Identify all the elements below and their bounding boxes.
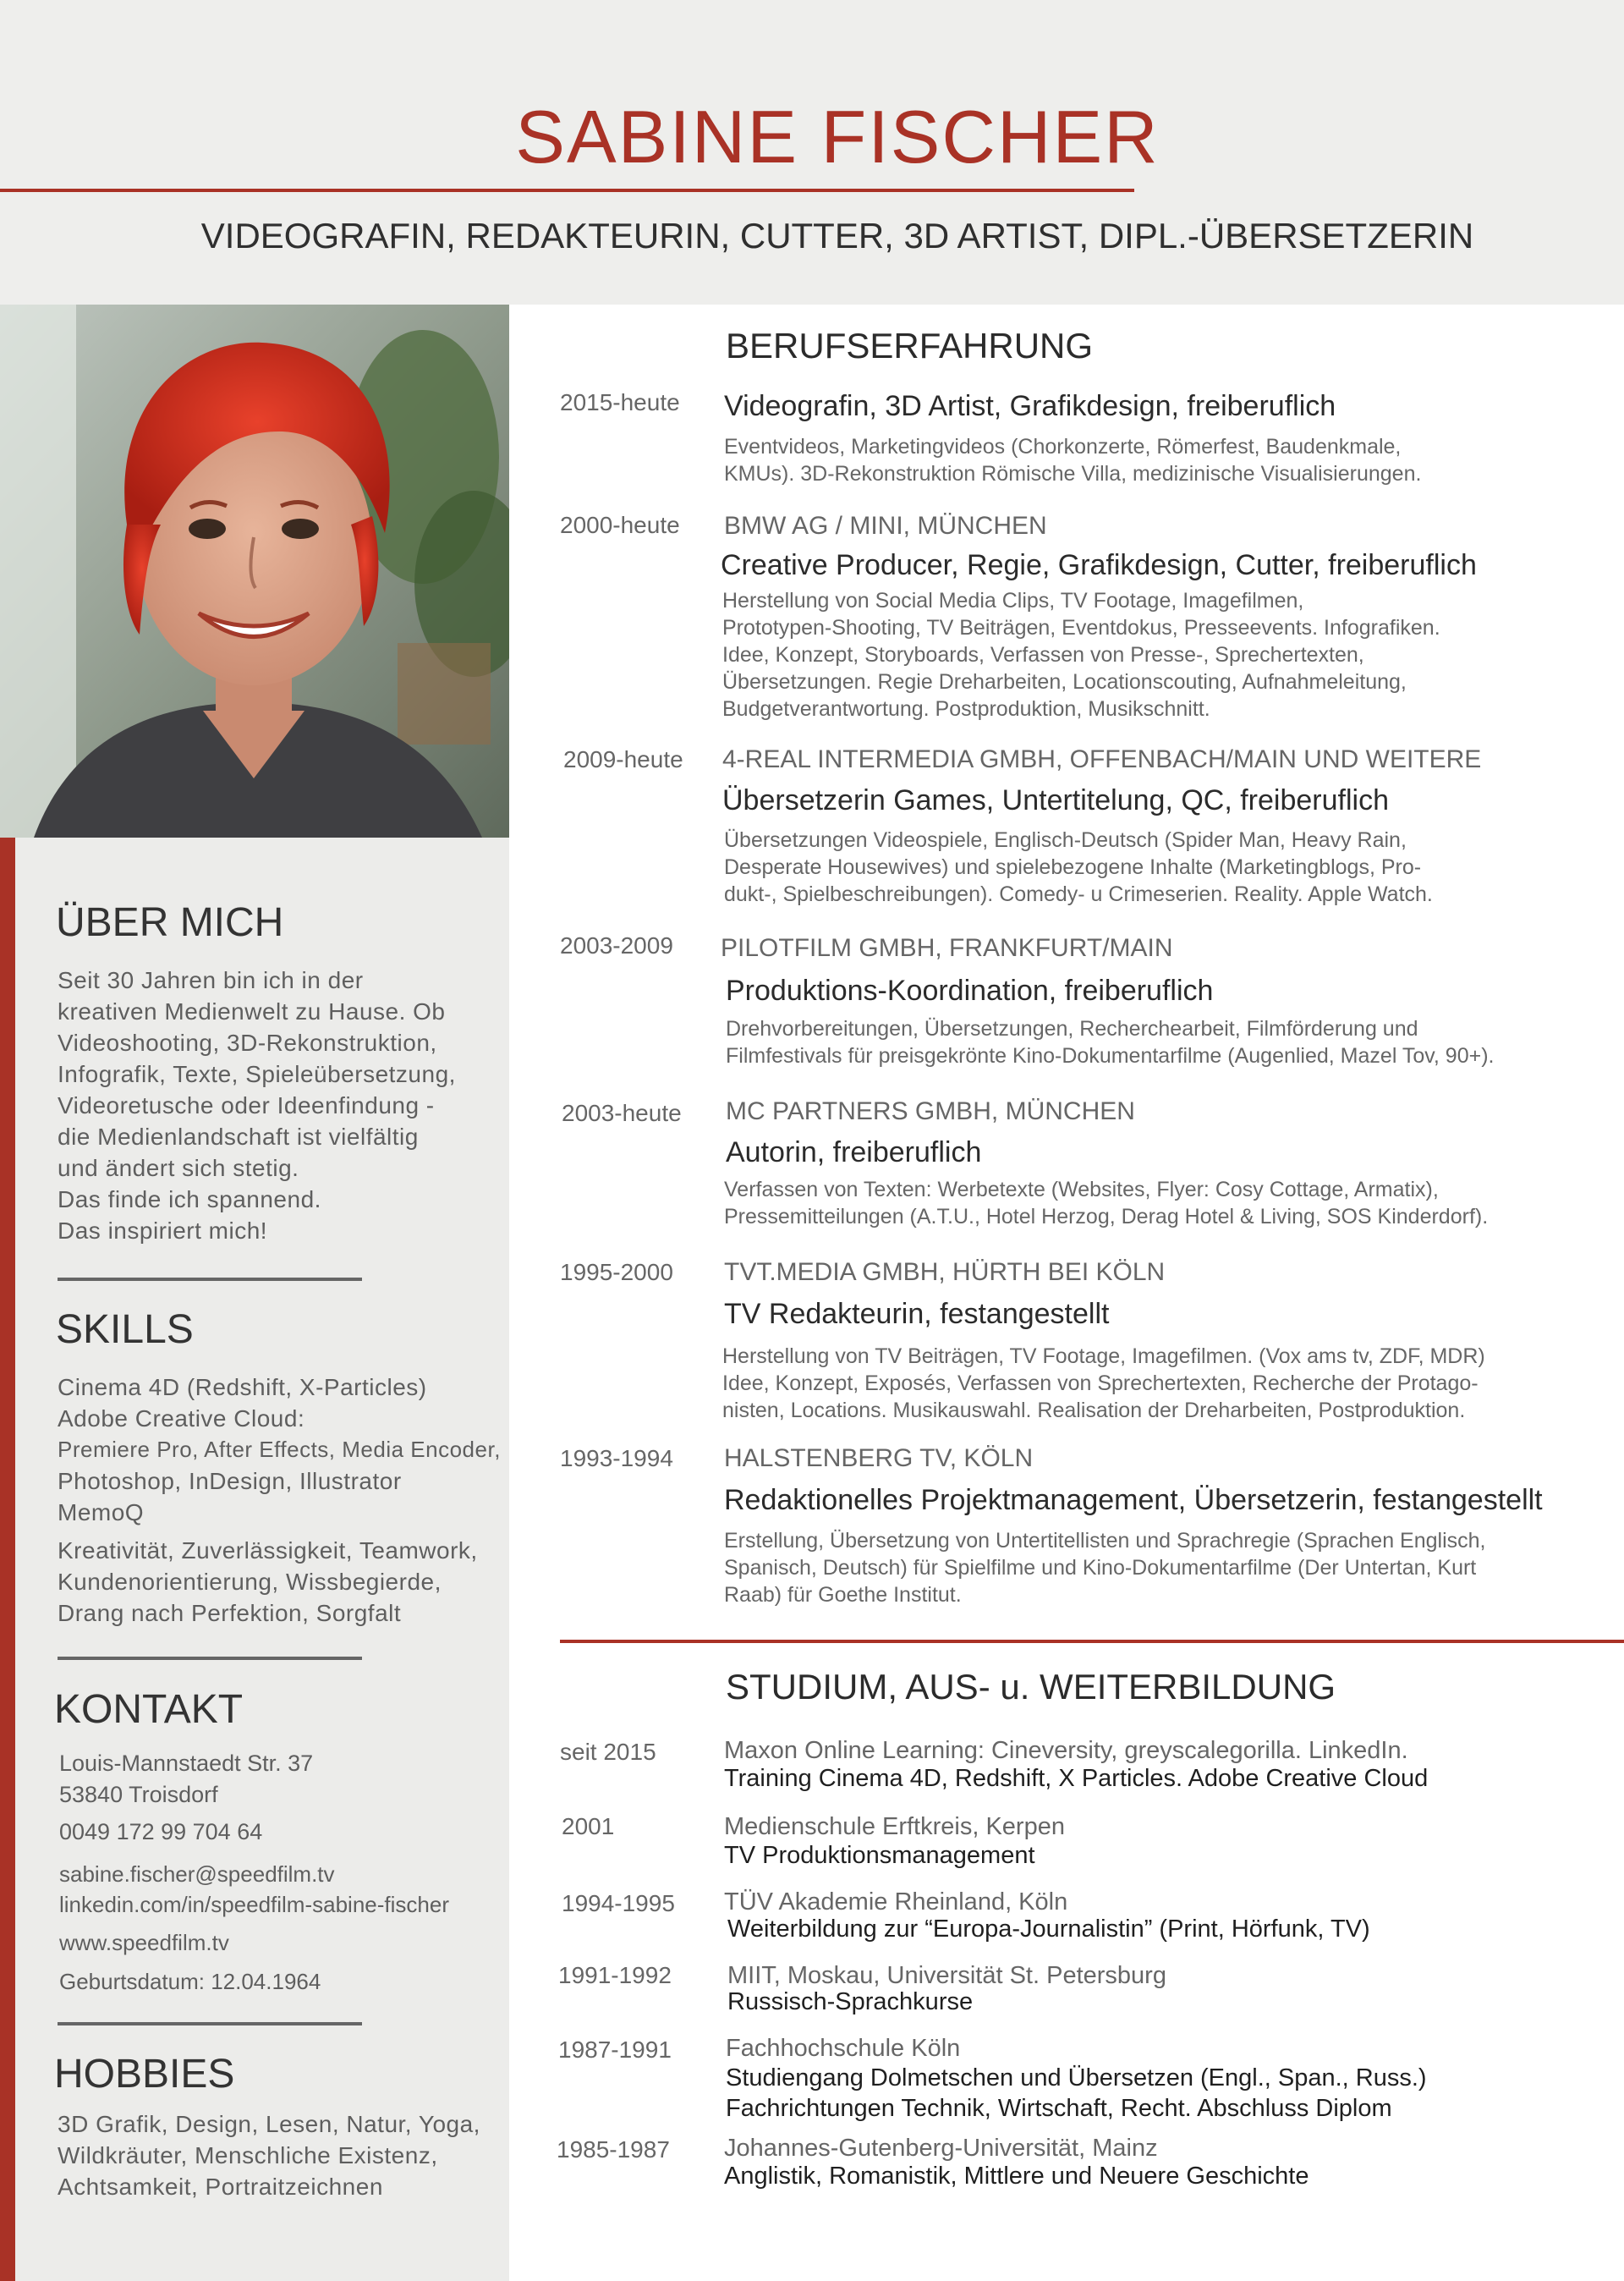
portrait-photo [0, 305, 509, 838]
experience-description: Übersetzungen Videospiele, Englisch-Deutsch (Spider Man, Heavy Rain, Desperate Housewives) und spielebezogene Inhalte (Marketingblogs, Pro- dukt-, Spielbeschreibungen). Comedy- u Crimeserien. Reality. Apple Watch. [724, 828, 1433, 906]
education-institution: Fachhochschule Köln [726, 2035, 961, 2062]
experience-company: PILOTFILM GMBH, FRANKFURT/MAIN [721, 934, 1173, 962]
experience-description: Herstellung von Social Media Clips, TV Footage, Imagefilmen, Prototypen-Shooting, TV Beiträgen, Eventdokus, Presseevents. Infografiken. Idee, Konzept, Storyboards, Verfassen von Presse-, Sprechertexten, Übersetzungen. Regie Dreharbeiten, Locationscouting, Aufnahmeleitung, Budgetverantwortung. Postproduktion, Musikschnitt. [722, 589, 1440, 721]
experience-date: 2003-heute [562, 1100, 682, 1126]
experience-company: 4-REAL INTERMEDIA GMBH, OFFENBACH/MAIN UND WEITERE [722, 745, 1482, 773]
education-course: TV Produktionsmanagement [724, 1842, 1035, 1869]
hobbies-heading: HOBBIES [54, 2052, 235, 2097]
education-course: Training Cinema 4D, Redshift, X Particles. Adobe Creative Cloud [724, 1765, 1429, 1792]
phone-number: 0049 172 99 704 64 [59, 1819, 263, 1844]
education-course: Weiterbildung zur “Europa-Journalistin” (Print, Hörfunk, TV) [727, 1915, 1370, 1943]
address-city: 53840 Troisdorf [59, 1782, 218, 1807]
section-divider [58, 2022, 362, 2025]
experience-date: 1995-2000 [560, 1259, 673, 1285]
experience-date: 2003-2009 [560, 932, 673, 959]
about-heading: ÜBER MICH [56, 900, 284, 945]
education-date: 1987-1991 [558, 2036, 672, 2063]
experience-description: Eventvideos, Marketingvideos (Chorkonzerte, Römerfest, Baudenkmale, KMUs). 3D-Rekonstruktion Römische Villa, medizinische Visualisierungen. [724, 435, 1422, 486]
education-institution: TÜV Akademie Rheinland, Köln [724, 1888, 1068, 1915]
person-name: SABINE FISCHER [515, 95, 1160, 179]
experience-date: 2000-heute [560, 512, 680, 538]
experience-role: Videografin, 3D Artist, Grafikdesign, freiberuflich [724, 390, 1336, 422]
experience-role: Übersetzerin Games, Untertitelung, QC, freiberuflich [722, 784, 1389, 816]
experience-company: MC PARTNERS GMBH, MÜNCHEN [726, 1097, 1135, 1125]
education-date: seit 2015 [560, 1739, 656, 1765]
experience-date: 2009-heute [563, 746, 683, 772]
website-link[interactable]: www.speedfilm.tv [59, 1930, 229, 1955]
job-titles: VIDEOGRAFIN, REDAKTEURIN, CUTTER, 3D ARTIST, DIPL.-ÜBERSETZERIN [200, 216, 1474, 256]
education-institution: Johannes-Gutenberg-Universität, Mainz [724, 2135, 1158, 2162]
email-link[interactable]: sabine.fischer@speedfilm.tv [59, 1861, 335, 1887]
skills-heading: SKILLS [56, 1307, 194, 1352]
education-institution: MIIT, Moskau, Universität St. Petersburg [727, 1962, 1166, 1989]
experience-description: Drehvorbereitungen, Übersetzungen, Recherchearbeit, Filmförderung und Filmfestivals für preisgekrönte Kino-Dokumentarfilme (Augenlied, Mazel Tov, 90+). [726, 1017, 1495, 1068]
education-heading: STUDIUM, AUS- u. WEITERBILDUNG [726, 1667, 1336, 1707]
education-date: 1991-1992 [558, 1962, 672, 1988]
hobbies-text: 3D Grafik, Design, Lesen, Natur, Yoga, Wildkräuter, Menschliche Existenz, Achtsamkeit, Portraitzeichnen [58, 2111, 480, 2200]
education-course: Russisch-Sprachkurse [727, 1988, 974, 2015]
experience-description: Herstellung von TV Beiträgen, TV Footage, Imagefilmen. (Vox ams tv, ZDF, MDR) Idee, Konzept, Exposés, Verfassen von Sprechertexten, Recherche der Protago- nisten, Locations. Musikauswahl. Realisation der Dreharbeiten, Postproduktion. [722, 1344, 1485, 1422]
experience-company: HALSTENBERG TV, KÖLN [724, 1444, 1034, 1472]
education-date: 1994-1995 [562, 1890, 675, 1916]
experience-company: TVT.MEDIA GMBH, HÜRTH BEI KÖLN [724, 1258, 1166, 1286]
contact-heading: KONTAKT [54, 1687, 244, 1732]
experience-date: 1993-1994 [560, 1445, 673, 1471]
experience-role: Produktions-Koordination, freiberuflich [726, 975, 1214, 1007]
skills-soft: Kreativität, Zuverlässigkeit, Teamwork, Kundenorientierung, Wissbegierde, Drang nach Perfektion, Sorgfalt [58, 1537, 478, 1626]
experience-description: Erstellung, Übersetzung von Untertitellisten und Sprachregie (Sprachen Englisch, Spanisch, Deutsch) für Spielfilme und Kino-Dokumentarfilme (Der Untertan, Kurt Raab) für Goethe Institut. [724, 1529, 1486, 1607]
education-date: 1985-1987 [557, 2136, 670, 2163]
experience-description: Verfassen von Texten: Werbetexte (Websites, Flyer: Cosy Cottage, Armatix), Pressemitteilungen (A.T.U., Hotel Herzog, Derag Hotel & Living, SOS Kinderdorf). [724, 1178, 1489, 1228]
education-institution: Maxon Online Learning: Cineversity, greyscalegorilla. LinkedIn. [724, 1737, 1408, 1764]
education-course: Anglistik, Romanistik, Mittlere und Neuere Geschichte [724, 2163, 1309, 2190]
education-course: Studiengang Dolmetschen und Übersetzen (Engl., Span., Russ.) Fachrichtungen Technik, Wirtschaft, Recht. Abschluss Diplom [726, 2064, 1427, 2122]
experience-role: Redaktionelles Projektmanagement, Übersetzerin, festangestellt [724, 1484, 1543, 1516]
sidebar-accent-bar [0, 838, 15, 2281]
experience-company: BMW AG / MINI, MÜNCHEN [724, 512, 1047, 540]
address-street: Louis-Mannstaedt Str. 37 [59, 1751, 314, 1776]
experience-heading: BERUFSERFAHRUNG [726, 326, 1094, 366]
linkedin-link[interactable]: linkedin.com/in/speedfilm-sabine-fischer [59, 1892, 449, 1917]
about-text: Seit 30 Jahren bin ich in der kreativen Medienwelt zu Hause. Ob Videoshooting, 3D-Rekonstruktion, Infografik, Texte, Spieleübersetzung, Videoretusche oder Ideenfindung - die Medienlandschaft ist vielfältig und ändert sich stetig. Das finde ich spannend. Das inspiriert mich! [58, 967, 456, 1244]
education-institution: Medienschule Erftkreis, Kerpen [724, 1813, 1065, 1840]
experience-role: Creative Producer, Regie, Grafikdesign, Cutter, freiberuflich [721, 549, 1477, 581]
skills-tools: Cinema 4D (Redshift, X-Particles) Adobe Creative Cloud: Premiere Pro, After Effects, Media Encoder, Photoshop, InDesign, Illustrator MemoQ [58, 1374, 501, 1525]
experience-role: Autorin, freiberuflich [726, 1136, 982, 1168]
education-date: 2001 [562, 1813, 615, 1839]
section-divider [58, 1657, 362, 1660]
birthdate: Geburtsdatum: 12.04.1964 [59, 1969, 321, 1994]
page-header [0, 0, 1624, 305]
experience-date: 2015-heute [560, 389, 680, 415]
name-underline [0, 189, 1134, 192]
section-divider [560, 1640, 1624, 1643]
experience-role: TV Redakteurin, festangestellt [724, 1298, 1110, 1330]
section-divider [58, 1278, 362, 1281]
